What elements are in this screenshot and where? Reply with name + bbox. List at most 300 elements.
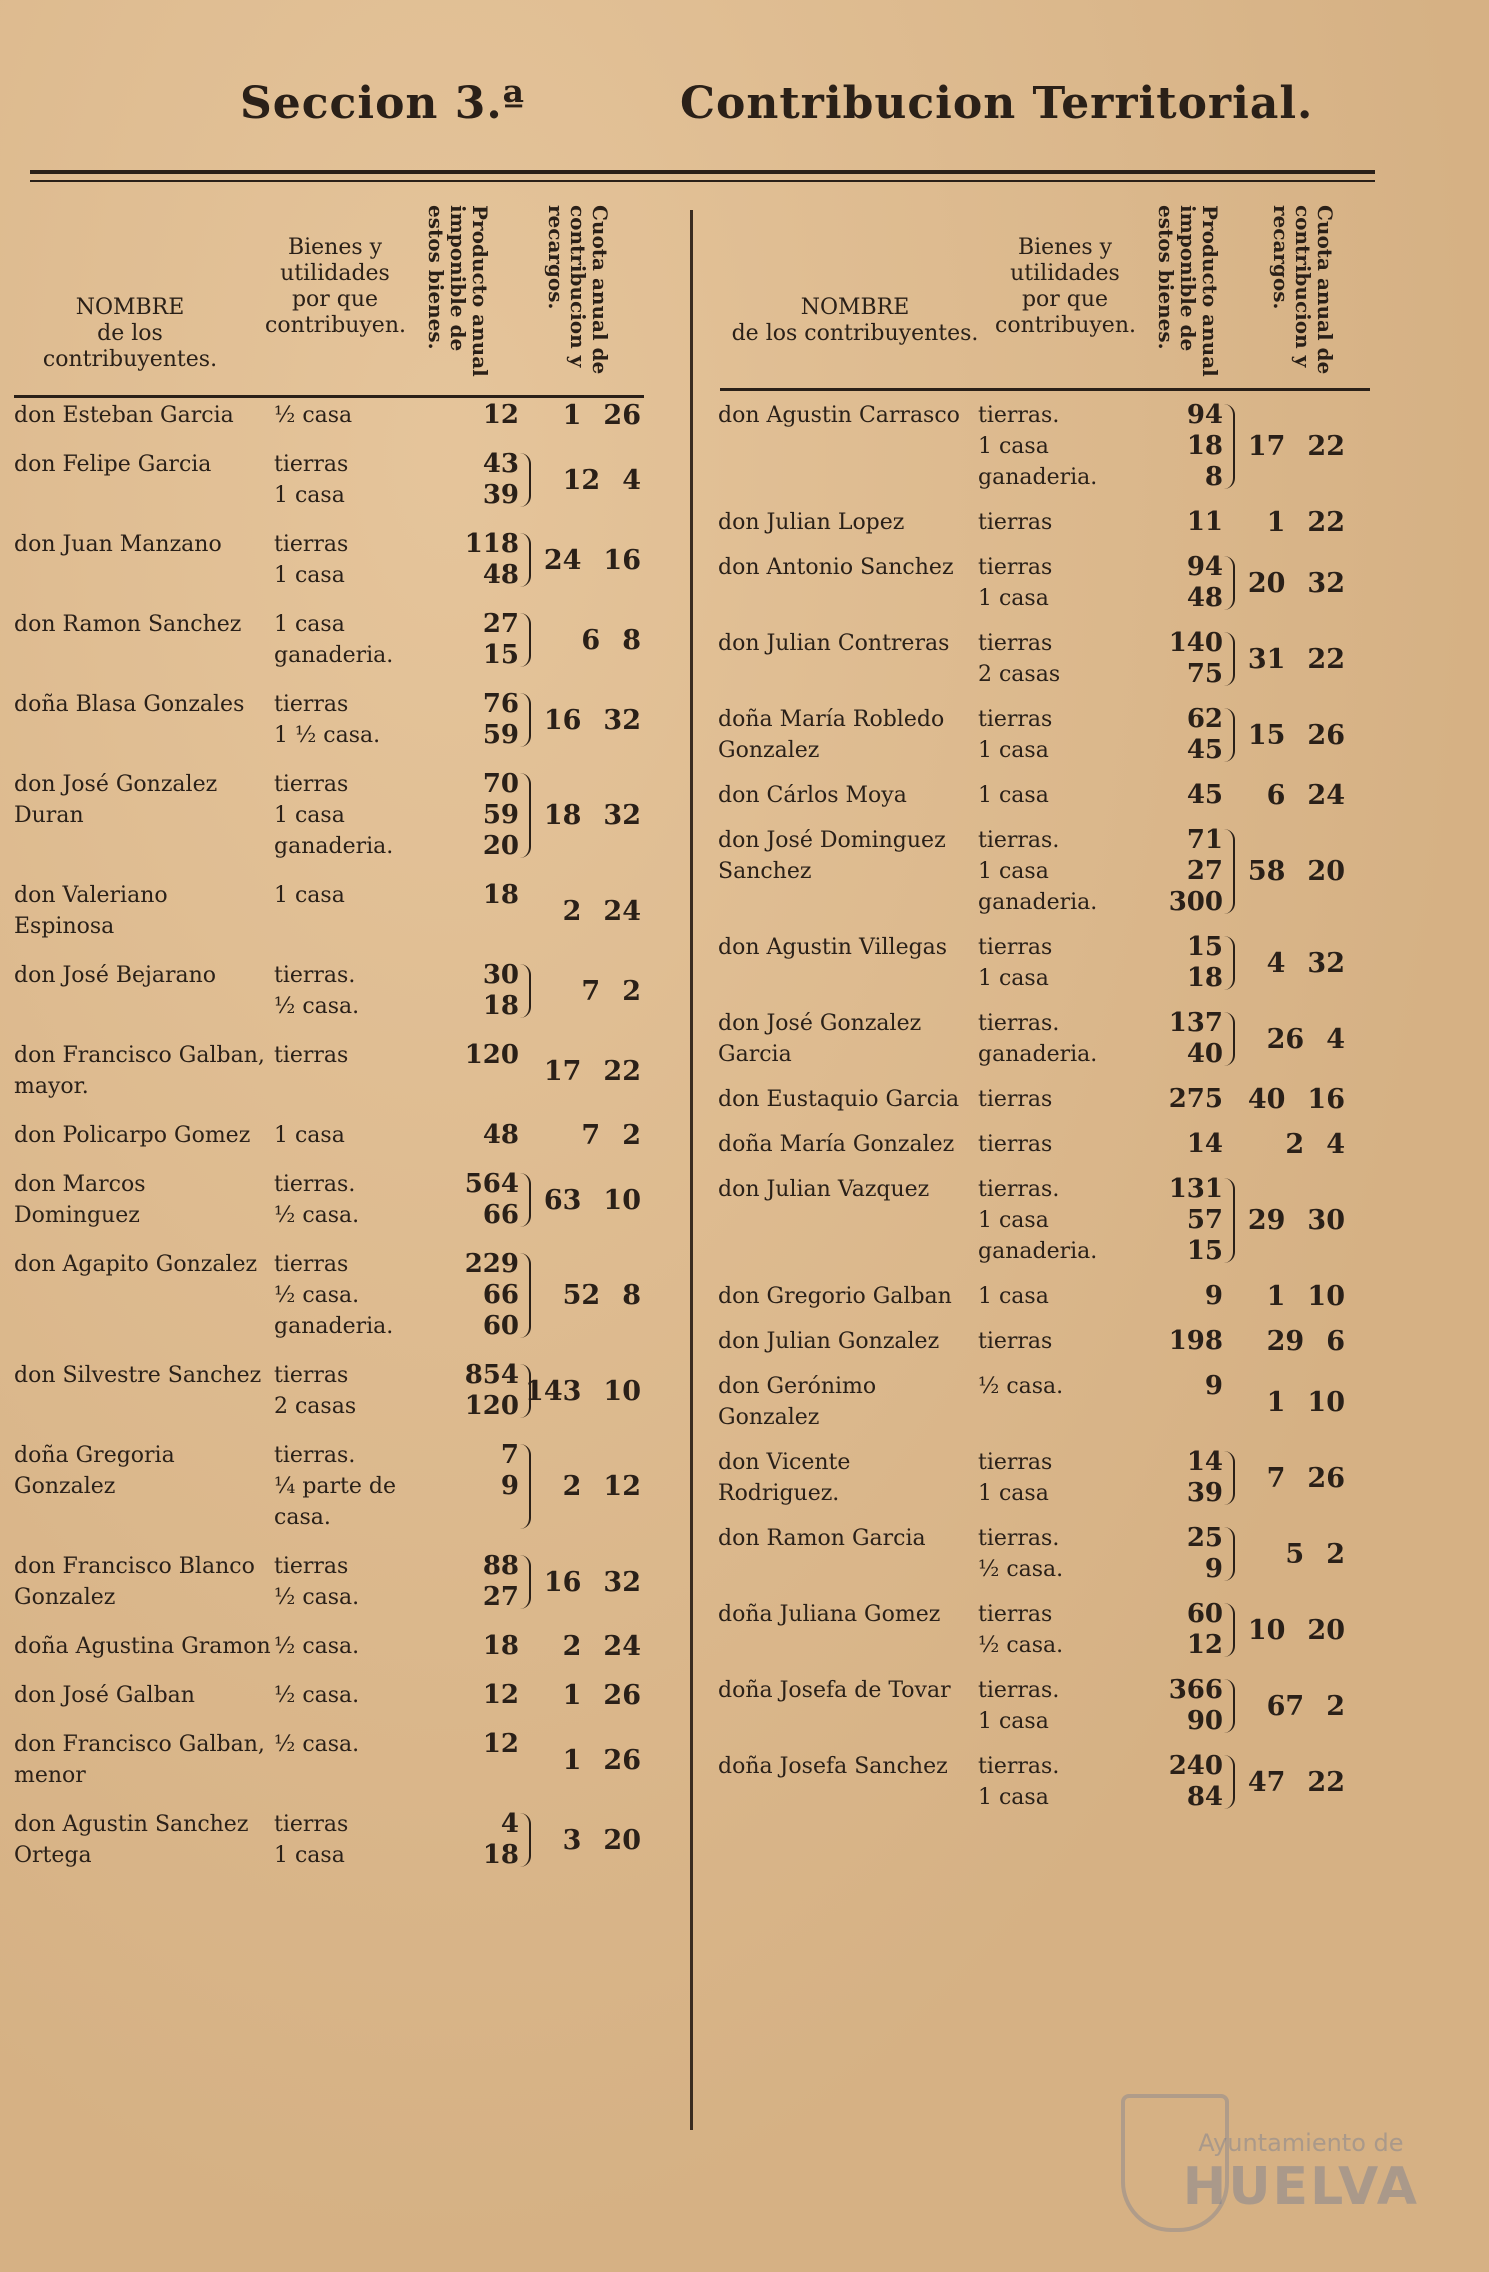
contributor-name: don Julian Gonzalez <box>718 1329 940 1354</box>
product-value: 15 <box>1186 1236 1223 1266</box>
goods-item: tierras <box>978 1602 1053 1627</box>
brace-icon <box>519 400 533 431</box>
goods-item: tierras. <box>978 1754 1060 1779</box>
product-values <box>459 1551 519 1613</box>
product-values <box>1163 400 1223 493</box>
product-value: 70 <box>482 769 519 799</box>
product-value: 275 <box>1168 1084 1223 1114</box>
quota-values <box>533 960 643 1022</box>
contributor-name: don Ramon Garcia <box>718 1526 926 1551</box>
goods-item: ½ casa. <box>274 1585 360 1610</box>
contributor-entry <box>718 628 1358 690</box>
goods-item: ½ casa. <box>978 1374 1064 1399</box>
quota-reales: 2 <box>562 895 582 927</box>
product-value: 84 <box>1186 1782 1223 1812</box>
goods-item: 1 casa <box>978 1709 1049 1734</box>
brace-icon <box>519 1120 533 1151</box>
brace-icon <box>519 1440 533 1533</box>
contributor-name: don Ramon Sanchez <box>14 612 242 637</box>
contributor-name: doña María Robledo Gonzalez <box>718 707 945 763</box>
product-values <box>1163 1599 1223 1661</box>
quota-values <box>1237 552 1347 614</box>
goods-list <box>978 704 1163 766</box>
product-value: 27 <box>482 1582 519 1612</box>
quota-maravedis: 20 <box>1307 1614 1345 1646</box>
product-value: 12 <box>482 400 519 430</box>
goods-item: tierras. <box>274 1443 356 1468</box>
product-values <box>1163 1751 1223 1813</box>
product-values <box>1163 552 1223 614</box>
goods-list <box>274 400 459 431</box>
quota-reales: 7 <box>581 1120 601 1151</box>
quota-maravedis: 26 <box>603 400 641 431</box>
contributor-name: don José Galban <box>14 1683 195 1708</box>
brace-icon <box>1223 1281 1237 1312</box>
goods-item: 1 casa <box>978 738 1049 763</box>
product-value: 7 <box>500 1440 519 1470</box>
product-values <box>459 769 519 862</box>
quota-reales: 26 <box>1266 1023 1305 1055</box>
product-values <box>1163 1008 1223 1070</box>
header-quota-right: Cuota anual de contribucion y recargos. <box>1269 205 1337 375</box>
contributor-name: don José Gonzalez Garcia <box>718 1011 922 1067</box>
contributor-entry <box>14 1040 654 1102</box>
goods-item: tierras. <box>978 1678 1060 1703</box>
contributor-name: doña Josefa de Tovar <box>718 1678 951 1703</box>
goods-list <box>274 960 459 1022</box>
quota-maravedis: 2 <box>1326 1538 1345 1570</box>
quota-maravedis: 2 <box>622 1120 641 1151</box>
goods-list <box>274 1440 459 1533</box>
product-value: 59 <box>482 800 519 830</box>
product-value: 25 <box>1186 1523 1223 1553</box>
goods-item: 1 casa <box>274 1843 345 1868</box>
goods-list <box>274 609 459 671</box>
contributor-name: don Gerónimo Gonzalez <box>718 1374 877 1430</box>
product-values <box>459 1729 519 1791</box>
quota-maravedis: 22 <box>1307 1766 1345 1798</box>
quota-maravedis: 30 <box>1307 1205 1345 1236</box>
contributor-name: don Agapito Gonzalez <box>14 1252 258 1277</box>
header-name-main: NOMBRE <box>800 295 910 320</box>
goods-item: tierras. <box>274 963 356 988</box>
brace-icon <box>519 1729 533 1791</box>
contributor-name: don Francisco Blanco Gonzalez <box>14 1554 255 1610</box>
goods-list <box>978 552 1163 614</box>
quota-reales: 40 <box>1247 1084 1286 1115</box>
contributor-name: don José Gonzalez Duran <box>14 772 218 828</box>
product-value: 18 <box>482 1840 519 1870</box>
goods-item: tierras <box>978 1132 1053 1157</box>
contributor-name: don Agustin Sanchez Ortega <box>14 1812 249 1868</box>
product-value: 88 <box>482 1551 519 1581</box>
brace-icon <box>1223 1084 1237 1115</box>
quota-values <box>1237 704 1347 766</box>
quota-maravedis: 32 <box>603 704 641 736</box>
quota-reales: 7 <box>1266 1462 1286 1494</box>
contributor-name: doña Gregoria Gonzalez <box>14 1443 175 1499</box>
quota-maravedis: 32 <box>1307 947 1345 979</box>
brace-icon <box>1223 1326 1237 1357</box>
quota-maravedis: 8 <box>622 624 641 656</box>
product-values <box>1163 1129 1223 1160</box>
product-value: 18 <box>482 880 519 910</box>
contributor-name: don Julian Contreras <box>718 631 950 656</box>
product-values <box>459 689 519 751</box>
brace-icon <box>1223 825 1237 918</box>
product-values <box>459 1440 519 1533</box>
quota-maravedis: 4 <box>622 464 641 496</box>
column-divider <box>690 210 693 2130</box>
contributor-entry <box>718 1008 1358 1070</box>
quota-maravedis: 24 <box>603 1631 641 1662</box>
quota-reales: 7 <box>581 975 601 1007</box>
goods-item: 1 casa <box>274 1123 345 1148</box>
product-values <box>1163 932 1223 994</box>
quota-maravedis: 26 <box>603 1744 641 1776</box>
product-value: 366 <box>1168 1675 1223 1705</box>
goods-item: tierras. <box>978 1011 1060 1036</box>
contributor-entry <box>718 1326 1358 1357</box>
product-value: 75 <box>1186 659 1223 689</box>
quota-values <box>533 1551 643 1613</box>
goods-item: ganaderia. <box>978 1042 1098 1067</box>
product-value: 66 <box>482 1200 519 1230</box>
quota-reales: 20 <box>1247 567 1286 599</box>
top-rule-thin <box>30 180 1375 182</box>
section-label: Seccion 3.ª <box>240 78 526 129</box>
contributor-name: doña Agustina Gramon <box>14 1634 271 1659</box>
brace-icon <box>519 689 533 751</box>
contributor-name: don Cárlos Moya <box>718 783 907 808</box>
page-title: Contribucion Territorial. <box>680 78 1314 129</box>
quota-reales: 47 <box>1247 1766 1286 1798</box>
quota-reales: 63 <box>543 1184 582 1216</box>
product-value: 120 <box>464 1391 519 1421</box>
product-values <box>459 1169 519 1231</box>
product-value: 39 <box>1186 1478 1223 1508</box>
product-value: 8 <box>1204 462 1223 492</box>
quota-maravedis: 22 <box>1307 431 1345 462</box>
goods-item: ½ casa. <box>978 1633 1064 1658</box>
goods-list <box>274 1249 459 1342</box>
contributor-entry <box>14 960 654 1022</box>
product-values <box>1163 1675 1223 1737</box>
watermark-big: HUELVA <box>1182 2157 1419 2217</box>
brace-icon <box>1223 1447 1237 1509</box>
product-value: 240 <box>1168 1751 1223 1781</box>
quota-reales: 10 <box>1247 1614 1286 1646</box>
quota-maravedis: 10 <box>603 1184 641 1216</box>
quota-maravedis: 26 <box>1307 719 1345 751</box>
product-value: 66 <box>482 1280 519 1310</box>
contributor-entry <box>718 1599 1358 1661</box>
goods-item: 1 casa <box>978 1785 1049 1810</box>
goods-item: 1 ½ casa. <box>274 723 381 748</box>
goods-list <box>978 1326 1163 1357</box>
goods-item: tierras. <box>274 1172 356 1197</box>
contributor-name: don José Bejarano <box>14 963 217 988</box>
quota-reales: 24 <box>543 544 582 576</box>
quota-values <box>533 400 643 431</box>
brace-icon <box>1223 552 1237 614</box>
goods-list <box>274 1040 459 1102</box>
quota-reales: 31 <box>1247 643 1286 675</box>
contributor-name: don Julian Vazquez <box>718 1177 930 1202</box>
contributor-entry <box>718 1371 1358 1433</box>
goods-item: 1 casa <box>978 1481 1049 1506</box>
brace-icon <box>1223 1599 1237 1661</box>
quota-values <box>533 1440 643 1533</box>
product-value: 48 <box>1186 583 1223 613</box>
contributor-entry <box>14 1680 654 1711</box>
product-values <box>459 1040 519 1102</box>
quota-values <box>1237 1326 1347 1357</box>
brace-icon <box>519 960 533 1022</box>
goods-list <box>978 932 1163 994</box>
goods-item: ganaderia. <box>978 1239 1098 1264</box>
product-values <box>1163 1281 1223 1312</box>
contributor-entry <box>14 689 654 751</box>
header-goods-left: Bienes y utilidades por que contribuyen. <box>265 235 406 338</box>
quota-values <box>1237 628 1347 690</box>
quota-maravedis: 32 <box>603 1566 641 1598</box>
top-rule <box>30 170 1375 174</box>
product-value: 14 <box>1186 1447 1223 1477</box>
contributor-entry <box>14 1729 654 1791</box>
goods-list <box>978 825 1163 918</box>
quota-reales: 1 <box>562 400 582 431</box>
contributor-entry <box>718 1084 1358 1115</box>
contributor-entry <box>14 400 654 431</box>
goods-item: tierras <box>274 532 349 557</box>
brace-icon <box>1223 628 1237 690</box>
header-name-sub: de los contribuyentes. <box>42 321 218 372</box>
goods-list <box>274 449 459 511</box>
product-values <box>459 609 519 671</box>
quota-values <box>533 1631 643 1662</box>
product-value: 71 <box>1186 825 1223 855</box>
goods-list <box>978 1281 1163 1312</box>
product-value: 229 <box>464 1249 519 1279</box>
goods-item: ½ casa <box>274 403 353 428</box>
product-values <box>459 880 519 942</box>
quota-maravedis: 32 <box>1307 567 1345 599</box>
quota-values <box>533 529 643 591</box>
quota-reales: 16 <box>543 704 582 736</box>
contributor-name: don Policarpo Gomez <box>14 1123 251 1148</box>
product-value: 48 <box>482 1120 519 1150</box>
goods-item: tierras <box>274 1252 349 1277</box>
quota-values <box>1237 1129 1347 1160</box>
product-value: 48 <box>482 560 519 590</box>
brace-icon <box>519 1631 533 1662</box>
product-value: 15 <box>1186 932 1223 962</box>
product-value: 18 <box>482 1631 519 1661</box>
goods-item: ¼ parte de casa. <box>274 1474 396 1530</box>
contributor-entry <box>718 1174 1358 1267</box>
product-value: 45 <box>1186 780 1223 810</box>
contributor-entry <box>718 825 1358 918</box>
header-rule-right <box>720 388 1370 391</box>
goods-item: tierras <box>274 1812 349 1837</box>
quota-reales: 1 <box>1266 1386 1286 1418</box>
quota-reales: 58 <box>1247 856 1286 887</box>
brace-icon <box>519 1249 533 1342</box>
product-value: 30 <box>482 960 519 990</box>
quota-values <box>1237 1008 1347 1070</box>
quota-maravedis: 24 <box>1307 780 1345 811</box>
product-value: 76 <box>482 689 519 719</box>
brace-icon <box>519 880 533 942</box>
brace-icon <box>1223 400 1237 493</box>
quota-reales: 29 <box>1266 1326 1305 1357</box>
brace-icon <box>519 1809 533 1871</box>
product-values <box>1163 780 1223 811</box>
quota-values <box>1237 1371 1347 1433</box>
contributor-name: doña María Gonzalez <box>718 1132 955 1157</box>
brace-icon <box>519 1169 533 1231</box>
contributor-entry <box>14 449 654 511</box>
brace-icon <box>1223 1751 1237 1813</box>
product-value: 9 <box>1204 1554 1223 1584</box>
header-name-right <box>720 295 990 347</box>
header-name-left <box>10 295 250 373</box>
goods-item: 1 casa <box>274 563 345 588</box>
goods-item: ½ casa. <box>274 1634 360 1659</box>
goods-item: tierras <box>274 1043 349 1068</box>
quota-values <box>1237 1751 1347 1813</box>
goods-list <box>274 1809 459 1871</box>
header-product-right: Producto anual imponible de estos bienes. <box>1154 205 1222 377</box>
goods-item: 1 casa <box>978 783 1049 808</box>
goods-item: tierras <box>978 631 1053 656</box>
goods-item: tierras <box>274 692 349 717</box>
goods-item: tierras. <box>978 403 1060 428</box>
quota-reales: 12 <box>562 464 601 496</box>
left-column <box>14 400 654 1889</box>
goods-list <box>978 1523 1163 1585</box>
quota-values <box>1237 825 1347 918</box>
goods-item: 1 casa <box>274 803 345 828</box>
quota-values <box>533 449 643 511</box>
goods-list <box>978 1447 1163 1509</box>
contributor-entry <box>14 529 654 591</box>
right-column <box>718 400 1358 1827</box>
product-value: 131 <box>1168 1174 1223 1204</box>
product-value: 27 <box>1186 856 1223 886</box>
goods-item: tierras <box>978 707 1053 732</box>
contributor-name: don Agustin Villegas <box>718 935 948 960</box>
brace-icon <box>1223 1371 1237 1433</box>
product-values <box>1163 507 1223 538</box>
quota-reales: 1 <box>1266 507 1286 538</box>
goods-item: tierras <box>978 1329 1053 1354</box>
quota-reales: 6 <box>581 624 601 656</box>
quota-maravedis: 10 <box>1307 1386 1345 1418</box>
contributor-name: don Valeriano Espinosa <box>14 883 168 939</box>
quota-maravedis: 12 <box>603 1471 641 1502</box>
contributor-entry <box>14 609 654 671</box>
product-values <box>459 449 519 511</box>
quota-values <box>533 1249 643 1342</box>
contributor-entry <box>14 1809 654 1871</box>
goods-item: 1 casa <box>978 1284 1049 1309</box>
product-values <box>459 1360 519 1422</box>
quota-reales: 2 <box>562 1471 582 1502</box>
product-values <box>459 960 519 1022</box>
brace-icon <box>1223 1675 1237 1737</box>
product-value: 57 <box>1186 1205 1223 1235</box>
contributor-entry <box>718 1129 1358 1160</box>
contributor-entry <box>14 1169 654 1231</box>
quota-values <box>533 1809 643 1871</box>
goods-item: 1 casa <box>274 483 345 508</box>
goods-item: ½ casa. <box>274 1283 360 1308</box>
brace-icon <box>519 609 533 671</box>
goods-list <box>274 1729 459 1791</box>
quota-maravedis: 22 <box>603 1055 641 1087</box>
goods-item: tierras. <box>978 1526 1060 1551</box>
product-values <box>459 1809 519 1871</box>
product-value: 18 <box>1186 963 1223 993</box>
quota-maravedis: 24 <box>603 895 641 927</box>
quota-maravedis: 26 <box>603 1680 641 1711</box>
brace-icon <box>519 1040 533 1102</box>
quota-reales: 3 <box>562 1824 582 1856</box>
goods-item: 1 casa <box>274 612 345 637</box>
goods-item: ½ casa. <box>274 1203 360 1228</box>
quota-values <box>1237 932 1347 994</box>
goods-item: 2 casas <box>978 662 1061 687</box>
goods-list <box>978 1371 1163 1433</box>
quota-values <box>1237 1447 1347 1509</box>
contributor-entry <box>718 780 1358 811</box>
goods-item: ganaderia. <box>274 1314 394 1339</box>
product-value: 120 <box>464 1040 519 1070</box>
goods-list <box>274 1551 459 1613</box>
product-value: 45 <box>1186 735 1223 765</box>
quota-reales: 2 <box>1285 1129 1305 1160</box>
goods-item: ganaderia. <box>978 465 1098 490</box>
goods-list <box>978 1751 1163 1813</box>
brace-icon <box>1223 1129 1237 1160</box>
brace-icon <box>1223 780 1237 811</box>
brace-icon <box>1223 1523 1237 1585</box>
product-value: 20 <box>482 831 519 861</box>
brace-icon <box>1223 704 1237 766</box>
product-value: 118 <box>464 529 519 559</box>
contributor-entry <box>718 1523 1358 1585</box>
goods-list <box>978 1174 1163 1267</box>
goods-list <box>274 1360 459 1422</box>
goods-item: ½ casa. <box>274 1683 360 1708</box>
quota-reales: 67 <box>1266 1690 1305 1722</box>
product-value: 14 <box>1186 1129 1223 1159</box>
contributor-entry <box>718 507 1358 538</box>
goods-list <box>274 880 459 942</box>
contributor-entry <box>14 1440 654 1533</box>
product-value: 90 <box>1186 1706 1223 1736</box>
goods-item: ganaderia. <box>978 890 1098 915</box>
watermark <box>1183 2129 1419 2217</box>
product-value: 27 <box>482 609 519 639</box>
quota-values <box>533 1680 643 1711</box>
quota-maravedis: 32 <box>603 800 641 831</box>
product-value: 62 <box>1186 704 1223 734</box>
goods-item: 1 casa <box>978 966 1049 991</box>
quota-maravedis: 20 <box>1307 856 1345 887</box>
